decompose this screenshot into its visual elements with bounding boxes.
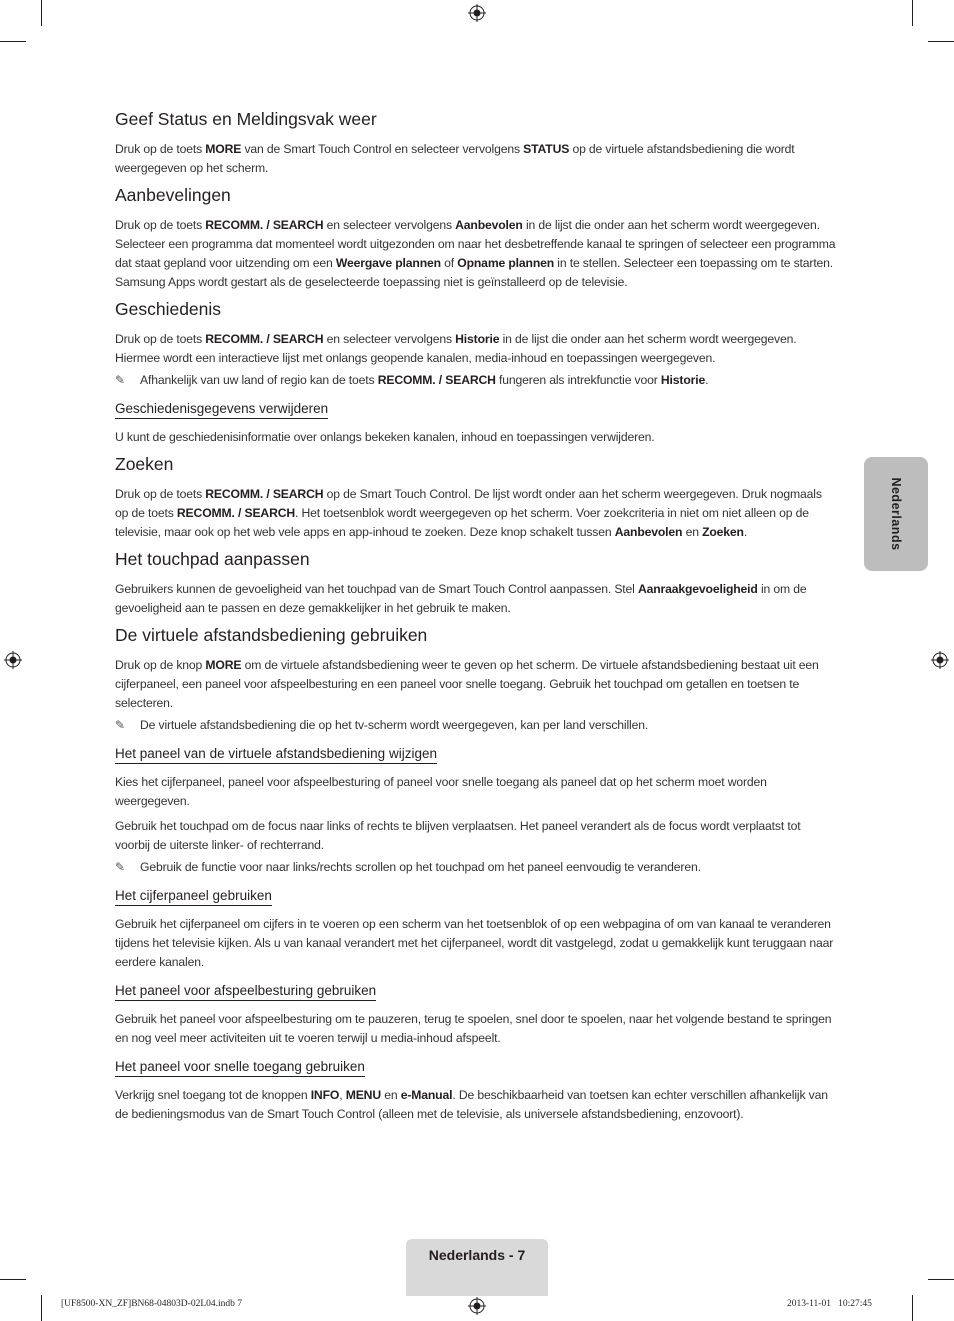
paragraph: Gebruik het touchpad om de focus naar links of rechts te blijven verplaatsen. Het paneel verandert als de focus wordt verplaatst tot voorbij de uiterste linker- of rechterrand. bbox=[115, 819, 801, 852]
paragraph: U kunt de geschiedenisinformatie over onlangs bekeken kanalen, inhoud en toepassingen verwijderen. bbox=[115, 430, 655, 444]
paragraph: Druk op de toets RECOMM. / SEARCH op de Smart Touch Control. De lijst wordt onder aan het scherm weergegeven. Druk nogmaals op de toets RECOMM. / SEARCH. Het toetsenblok wordt weergegeven op het scherm. Voer zoekcriteria in niet om niet alleen op de televisie, maar ook op het web vele apps en app-inhoud te zoeken. Deze knop schakelt tussen Aanbevolen en Zoeken. bbox=[115, 487, 822, 539]
paragraph: Gebruik het paneel voor afspeelbesturing om te pauzeren, terug te spoelen, snel door te spoelen, naar het volgende bestand te springen en nog veel meer activiteiten uit te voeren terwijl u media-inhoud afspeelt. bbox=[115, 1012, 832, 1045]
pencil-note-icon: ✎ bbox=[115, 718, 125, 732]
paragraph: Gebruikers kunnen de gevoeligheid van het touchpad van de Smart Touch Control aanpassen. Stel Aanraakgevoeligheid in om de gevoeligheid aan te passen en deze gemakkelijker in het gebruik te maken. bbox=[115, 582, 807, 615]
note: ✎ De virtuele afstandsbediening die op het tv-scherm wordt weergegeven, kan per land verschillen. bbox=[115, 716, 837, 735]
section-zoeken bbox=[115, 453, 837, 542]
pencil-note-icon: ✎ bbox=[115, 860, 125, 874]
print-footer-file: [UF8500-XN_ZF]BN68-04803D-02L04.indb 7 bbox=[61, 1299, 243, 1309]
subsection-heading: Het paneel van de virtuele afstandsbediening wijzigen bbox=[115, 745, 437, 764]
subsection-heading: Het cijferpaneel gebruiken bbox=[115, 887, 272, 906]
subsection-heading: Het paneel voor snelle toegang gebruiken bbox=[115, 1058, 365, 1077]
language-side-tab bbox=[864, 457, 928, 571]
section-touchpad bbox=[115, 548, 837, 618]
paragraph: Verkrijg snel toegang tot de knoppen INFO, MENU en e-Manual. De beschikbaarheid van toetsen kan echter verschillen afhankelijk van de bedieningsmodus van de Smart Touch Control (alleen met de televisie, als universele afstandsbediening, enzovoort). bbox=[115, 1088, 828, 1121]
print-footer-datetime: 2013-11-01 10:27:45 bbox=[787, 1299, 872, 1309]
section-geschiedenis bbox=[115, 298, 837, 447]
crop-mark bbox=[41, 1295, 42, 1321]
registration-mark-icon bbox=[4, 651, 22, 669]
paragraph: Druk op de toets RECOMM. / SEARCH en selecteer vervolgens Aanbevolen in de lijst die onder aan het scherm wordt weergegeven. Selecteer een programma dat momenteel wordt uitgezonden om naar het desbetreffende kanaal te springen of selecteer een programma dat staat gepland voor uitzending om een Weergave plannen of Opname plannen in te stellen. Selecteer een toepassing om te starten. Samsung Apps wordt gestart als de geselecteerde toepassing niet is geïnstalleerd op de televisie. bbox=[115, 218, 836, 289]
paragraph: Druk op de knop MORE om de virtuele afstandsbediening weer te geven op het scherm. De virtuele afstandsbediening bestaat uit een cijferpaneel, een paneel voor afspeelbesturing en een paneel voor snelle toegang. Gebruik het touchpad om getallen en toetsen te selecteren. bbox=[115, 658, 819, 710]
crop-mark bbox=[0, 1279, 26, 1280]
section-heading: De virtuele afstandsbediening gebruiken bbox=[115, 625, 428, 645]
section-aanbevelingen bbox=[115, 184, 837, 292]
subsection-heading: Het paneel voor afspeelbesturing gebruiken bbox=[115, 982, 376, 1001]
manual-content bbox=[115, 108, 837, 1130]
registration-mark-icon bbox=[468, 4, 486, 22]
crop-mark bbox=[41, 0, 42, 26]
page-number: Nederlands - 7 bbox=[428, 1247, 526, 1263]
registration-mark-icon bbox=[931, 651, 949, 669]
pencil-note-icon: ✎ bbox=[115, 373, 125, 387]
crop-mark bbox=[928, 1279, 954, 1280]
registration-mark-icon bbox=[468, 1297, 486, 1315]
note: ✎ Afhankelijk van uw land of regio kan de toets RECOMM. / SEARCH fungeren als intrekfunctie voor Historie. bbox=[115, 371, 837, 390]
section-heading: Het touchpad aanpassen bbox=[115, 549, 310, 569]
section-heading: Aanbevelingen bbox=[115, 185, 231, 205]
section-virtuele-afstandsbediening bbox=[115, 624, 837, 1124]
page-number-box bbox=[406, 1239, 548, 1296]
section-status bbox=[115, 108, 837, 178]
paragraph: Kies het cijferpaneel, paneel voor afspeelbesturing of paneel voor snelle toegang als paneel dat op het scherm moet worden weergegeven. bbox=[115, 775, 767, 808]
crop-mark bbox=[0, 41, 26, 42]
section-heading: Geschiedenis bbox=[115, 299, 222, 319]
paragraph: Druk op de toets MORE van de Smart Touch Control en selecteer vervolgens STATUS op de virtuele afstandsbediening die wordt weergegeven op het scherm. bbox=[115, 142, 795, 175]
language-side-tab-label: Nederlands bbox=[889, 477, 903, 551]
crop-mark bbox=[928, 41, 954, 42]
note: ✎ Gebruik de functie voor naar links/rechts scrollen op het touchpad om het paneel eenvoudig te veranderen. bbox=[115, 858, 837, 877]
crop-mark bbox=[912, 1295, 913, 1321]
paragraph: Gebruik het cijferpaneel om cijfers in te voeren op een scherm van het toetsenblok of op een webpagina of om van kanaal te veranderen tijdens het televisie kijken. Als u van kanaal verandert met het cijferpaneel, wordt dit vastgelegd, zodat u gemakkelijk kunt teruggaan naar eerdere kanalen. bbox=[115, 917, 834, 969]
section-heading: Zoeken bbox=[115, 454, 174, 474]
crop-mark bbox=[912, 0, 913, 26]
section-heading: Geef Status en Meldingsvak weer bbox=[115, 109, 377, 129]
paragraph: Druk op de toets RECOMM. / SEARCH en selecteer vervolgens Historie in de lijst die onder aan het scherm wordt weergegeven. Hiermee wordt een interactieve lijst met onlangs geopende kanalen, media-inhoud en toepassingen weergegeven. bbox=[115, 332, 797, 365]
subsection-heading: Geschiedenisgegevens verwijderen bbox=[115, 400, 328, 419]
